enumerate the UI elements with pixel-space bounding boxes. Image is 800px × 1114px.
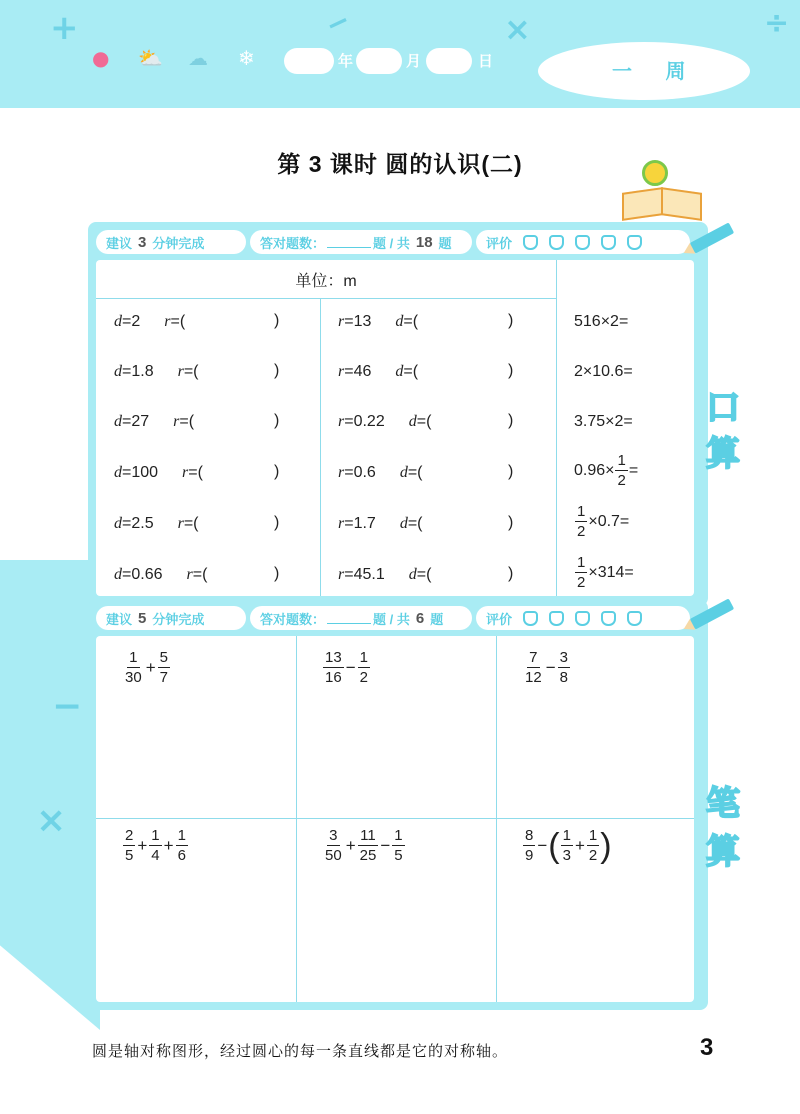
denominator: 5 <box>125 847 134 864</box>
equals: =( <box>170 313 186 330</box>
conversion-item <box>114 312 185 332</box>
given-variable: d <box>114 313 122 330</box>
denominator: 9 <box>525 847 534 864</box>
left-decor-band <box>0 560 100 1030</box>
numerator: 1 <box>394 827 403 844</box>
given-variable: d <box>114 566 122 583</box>
suggest-time <box>96 230 246 254</box>
numerator: 1 <box>129 649 138 666</box>
grid-line <box>556 260 557 596</box>
equals: =( <box>403 363 419 380</box>
header-band <box>0 0 800 108</box>
conversion-item <box>114 362 199 382</box>
numerator: 1 <box>617 452 626 469</box>
ask-variable: d <box>408 566 417 583</box>
ask-variable: r <box>173 413 180 430</box>
rating-label: 评价 <box>486 235 513 251</box>
denominator: 30 <box>125 669 142 686</box>
mental-math-item <box>574 504 629 539</box>
denominator: 4 <box>151 847 160 864</box>
denominator: 12 <box>525 669 542 686</box>
section1-side-label: 口 <box>706 389 740 427</box>
fraction <box>558 650 570 685</box>
flower-icon <box>642 160 668 186</box>
numerator: 1 <box>177 827 186 844</box>
equals: =0.22 <box>344 413 385 430</box>
equals: =2.5 <box>122 515 154 532</box>
equals: =100 <box>122 464 159 481</box>
written-problem <box>522 828 612 863</box>
total-label: 题 / 共 <box>373 235 410 251</box>
ask-variable: r <box>164 313 171 330</box>
month-label: 月 <box>406 53 422 70</box>
thumbs-up-icon[interactable] <box>549 235 564 250</box>
equals: =27 <box>122 413 150 430</box>
denominator: 7 <box>159 669 168 686</box>
numerator: 1 <box>588 827 598 844</box>
operator: + <box>137 835 148 855</box>
equals: =( <box>403 313 419 330</box>
equals: =46 <box>344 363 372 380</box>
grid-line <box>296 636 297 1002</box>
ask-variable: d <box>399 464 408 481</box>
numerator: 3 <box>559 649 568 666</box>
paren-open: ( <box>548 826 560 865</box>
partly-cloudy-icon: ⛅ <box>138 46 163 70</box>
oral-calc-grid <box>96 260 694 600</box>
given-variable: d <box>114 515 122 532</box>
equals: =0.66 <box>122 566 163 583</box>
expr-text: ×314= <box>588 563 634 581</box>
total-suffix: 题 <box>438 235 452 251</box>
equals: =( <box>407 464 423 481</box>
unit-label: 单位：m <box>295 273 357 290</box>
expr-text: = <box>628 461 639 479</box>
given-variable: r <box>338 363 345 380</box>
paren-close: ) <box>600 826 612 865</box>
suggest-prefix: 建议 <box>106 235 133 251</box>
operator: − <box>545 657 556 677</box>
equals: =( <box>188 464 203 481</box>
fraction <box>575 504 587 539</box>
page-title: 第 3 课时 圆的认识(二) <box>277 151 523 177</box>
fraction <box>392 828 404 863</box>
correct-label: 答对题数： <box>260 611 326 627</box>
thumbs-up-icon[interactable] <box>601 611 616 626</box>
rating-label: 评价 <box>486 611 513 627</box>
numerator: 1 <box>562 827 571 844</box>
equals: =( <box>183 363 199 380</box>
answer-blank[interactable]: ) <box>274 312 280 329</box>
mental-math-item <box>574 555 634 590</box>
written-problem <box>122 828 189 863</box>
answer-blank[interactable]: ) <box>508 463 514 480</box>
thumbs-up-icon[interactable] <box>627 611 642 626</box>
times-icon: × <box>36 800 67 841</box>
given-variable: r <box>338 566 345 583</box>
denominator: 2 <box>359 669 368 686</box>
fraction <box>323 650 344 685</box>
given-variable: d <box>114 363 122 380</box>
given-variable: r <box>338 464 345 481</box>
answer-blank[interactable]: ) <box>508 312 514 329</box>
total-count: 6 <box>415 609 425 627</box>
equals: =2 <box>122 313 141 330</box>
written-problem <box>322 650 371 685</box>
total-count: 18 <box>415 233 433 251</box>
footer-note: 圆是轴对称图形，经过圆心的每一条直线都是它的对称轴。 <box>92 1042 509 1060</box>
answer-blank[interactable]: ) <box>274 412 280 429</box>
week-label: 一 周 <box>612 61 700 83</box>
written-problem <box>122 650 171 685</box>
grid-line <box>96 818 694 819</box>
numerator: 8 <box>525 827 534 844</box>
denominator: 25 <box>359 847 377 864</box>
equals: =1.7 <box>344 515 376 532</box>
equals: =( <box>416 413 432 430</box>
given-variable: d <box>114 464 122 481</box>
day-field[interactable] <box>426 48 472 74</box>
conversion-item <box>338 514 423 534</box>
thumbs-up-icon[interactable] <box>601 235 616 250</box>
operator: + <box>574 835 585 855</box>
operator: + <box>145 657 156 677</box>
fraction <box>575 555 587 590</box>
ask-variable: d <box>395 313 404 330</box>
section2-side-label: 笔 <box>706 785 740 823</box>
denominator: 3 <box>562 847 571 864</box>
written-calc-table <box>96 636 694 1002</box>
suggest-suffix: 分钟完成 <box>152 235 205 251</box>
conversion-item <box>114 565 207 585</box>
thumbs-up-icon[interactable] <box>575 611 590 626</box>
operator: + <box>163 835 174 855</box>
thumbs-up-icon[interactable] <box>549 611 564 626</box>
correct-label: 答对题数： <box>260 235 326 251</box>
section1-side-label-2: 算 <box>706 435 740 473</box>
operator: − <box>345 657 356 677</box>
ask-variable: d <box>395 363 404 380</box>
mental-math-item: 2×10.6= <box>574 363 633 380</box>
fraction <box>123 828 135 863</box>
page-number: 3 <box>700 1034 714 1061</box>
ask-variable: r <box>177 515 184 532</box>
equals: =45.1 <box>344 566 385 583</box>
book-icon <box>622 184 704 220</box>
correct-count-field[interactable] <box>327 236 371 248</box>
snow-icon: ❄ <box>238 46 255 70</box>
answer-blank[interactable]: ) <box>508 514 514 531</box>
denominator: 2 <box>577 574 586 591</box>
section2-info-bar <box>96 606 700 630</box>
expr-text: ×0.7= <box>588 512 630 530</box>
equals: =13 <box>344 313 372 330</box>
minus-icon: − <box>320 2 356 43</box>
numerator: 3 <box>329 827 338 844</box>
denominator: 5 <box>394 847 403 864</box>
score-count <box>250 230 472 254</box>
numerator: 1 <box>151 827 160 844</box>
denominator: 2 <box>617 472 626 489</box>
suggest-suffix: 分钟完成 <box>152 611 205 627</box>
answer-blank[interactable]: ) <box>274 463 280 480</box>
suggest-minutes: 3 <box>138 233 147 251</box>
numerator: 7 <box>529 649 538 666</box>
numerator: 11 <box>360 827 376 844</box>
ask-variable: r <box>177 363 184 380</box>
operator: − <box>537 835 548 855</box>
written-problem <box>522 650 571 685</box>
answer-blank[interactable]: ) <box>274 362 280 379</box>
given-variable: d <box>114 413 122 430</box>
conversion-item <box>114 514 199 534</box>
fraction <box>561 828 573 863</box>
answer-blank[interactable]: ) <box>274 565 280 582</box>
fraction <box>615 453 627 488</box>
ask-variable: d <box>408 413 417 430</box>
operator: − <box>380 835 391 855</box>
equals: =( <box>416 566 432 583</box>
year-label: 年 <box>338 53 354 70</box>
rating <box>476 230 690 254</box>
suggest-prefix: 建议 <box>106 611 133 627</box>
minus-icon: − <box>52 686 83 727</box>
fraction <box>123 650 144 685</box>
suggest-minutes: 5 <box>138 609 147 627</box>
day-label: 日 <box>478 53 494 70</box>
fraction <box>149 828 161 863</box>
answer-blank[interactable]: ) <box>508 362 514 379</box>
conversion-item <box>114 463 203 483</box>
given-variable: r <box>338 515 345 532</box>
times-icon: × <box>504 10 531 48</box>
denominator: 2 <box>588 847 598 864</box>
mental-math-item: 3.75×2= <box>574 413 633 430</box>
plus-icon: + <box>50 8 79 48</box>
total-label: 题 / 共 <box>373 611 410 627</box>
rain-icon: ☁ <box>188 46 208 70</box>
conversion-item <box>338 362 418 382</box>
answer-blank[interactable]: ) <box>274 514 280 531</box>
equals: =1.8 <box>122 363 154 380</box>
total-suffix: 题 <box>430 611 444 627</box>
thumbs-up-icon[interactable] <box>523 611 538 626</box>
conversion-item <box>114 412 194 432</box>
ask-variable: r <box>186 566 193 583</box>
conversion-item <box>338 412 431 432</box>
denominator: 8 <box>559 669 568 686</box>
fraction <box>176 828 188 863</box>
answer-blank[interactable]: ) <box>508 565 514 582</box>
conversion-item <box>338 312 418 332</box>
given-variable: r <box>338 313 345 330</box>
thumbs-up-icon[interactable] <box>523 235 538 250</box>
equals: =( <box>407 515 423 532</box>
numerator: 2 <box>125 827 134 844</box>
equals: =( <box>179 413 195 430</box>
equals: =( <box>183 515 199 532</box>
denominator: 2 <box>577 523 586 540</box>
rating <box>476 606 690 630</box>
denominator: 6 <box>177 847 186 864</box>
suggest-time <box>96 606 246 630</box>
mental-math-item: 516×2= <box>574 313 629 330</box>
grid-line <box>96 298 556 299</box>
ask-variable: d <box>399 515 408 532</box>
operator: + <box>345 835 356 855</box>
denominator: 16 <box>325 669 342 686</box>
mental-math-item <box>574 453 638 488</box>
correct-count-field[interactable] <box>327 612 371 624</box>
ask-variable: r <box>182 464 189 481</box>
numerator: 1 <box>577 503 586 520</box>
fraction <box>587 828 599 863</box>
month-field[interactable] <box>356 48 402 74</box>
year-field[interactable] <box>284 48 334 74</box>
equals: =0.6 <box>344 464 376 481</box>
section1-info-bar <box>96 230 700 254</box>
grid-line <box>496 636 497 1002</box>
divide-icon: ÷ <box>764 6 790 41</box>
numerator: 1 <box>359 649 368 666</box>
fraction <box>523 650 544 685</box>
numerator: 13 <box>325 649 342 666</box>
fraction <box>523 828 535 863</box>
fraction <box>358 828 379 863</box>
written-problem <box>322 828 406 863</box>
numerator: 5 <box>159 649 168 666</box>
thumbs-up-icon[interactable] <box>575 235 590 250</box>
score-count <box>250 606 472 630</box>
expr-text: 0.96× <box>574 461 615 479</box>
fraction <box>158 650 170 685</box>
answer-blank[interactable]: ) <box>508 412 514 429</box>
fraction <box>323 828 344 863</box>
section2-side-label-2: 算 <box>706 833 740 871</box>
sun-icon: ● <box>92 46 110 70</box>
fraction <box>358 650 370 685</box>
thumbs-up-icon[interactable] <box>627 235 642 250</box>
conversion-item <box>338 463 423 483</box>
given-variable: r <box>338 413 345 430</box>
denominator: 50 <box>325 847 342 864</box>
numerator: 1 <box>577 554 586 571</box>
conversion-item <box>338 565 431 585</box>
equals: =( <box>192 566 208 583</box>
grid-line <box>320 298 321 596</box>
